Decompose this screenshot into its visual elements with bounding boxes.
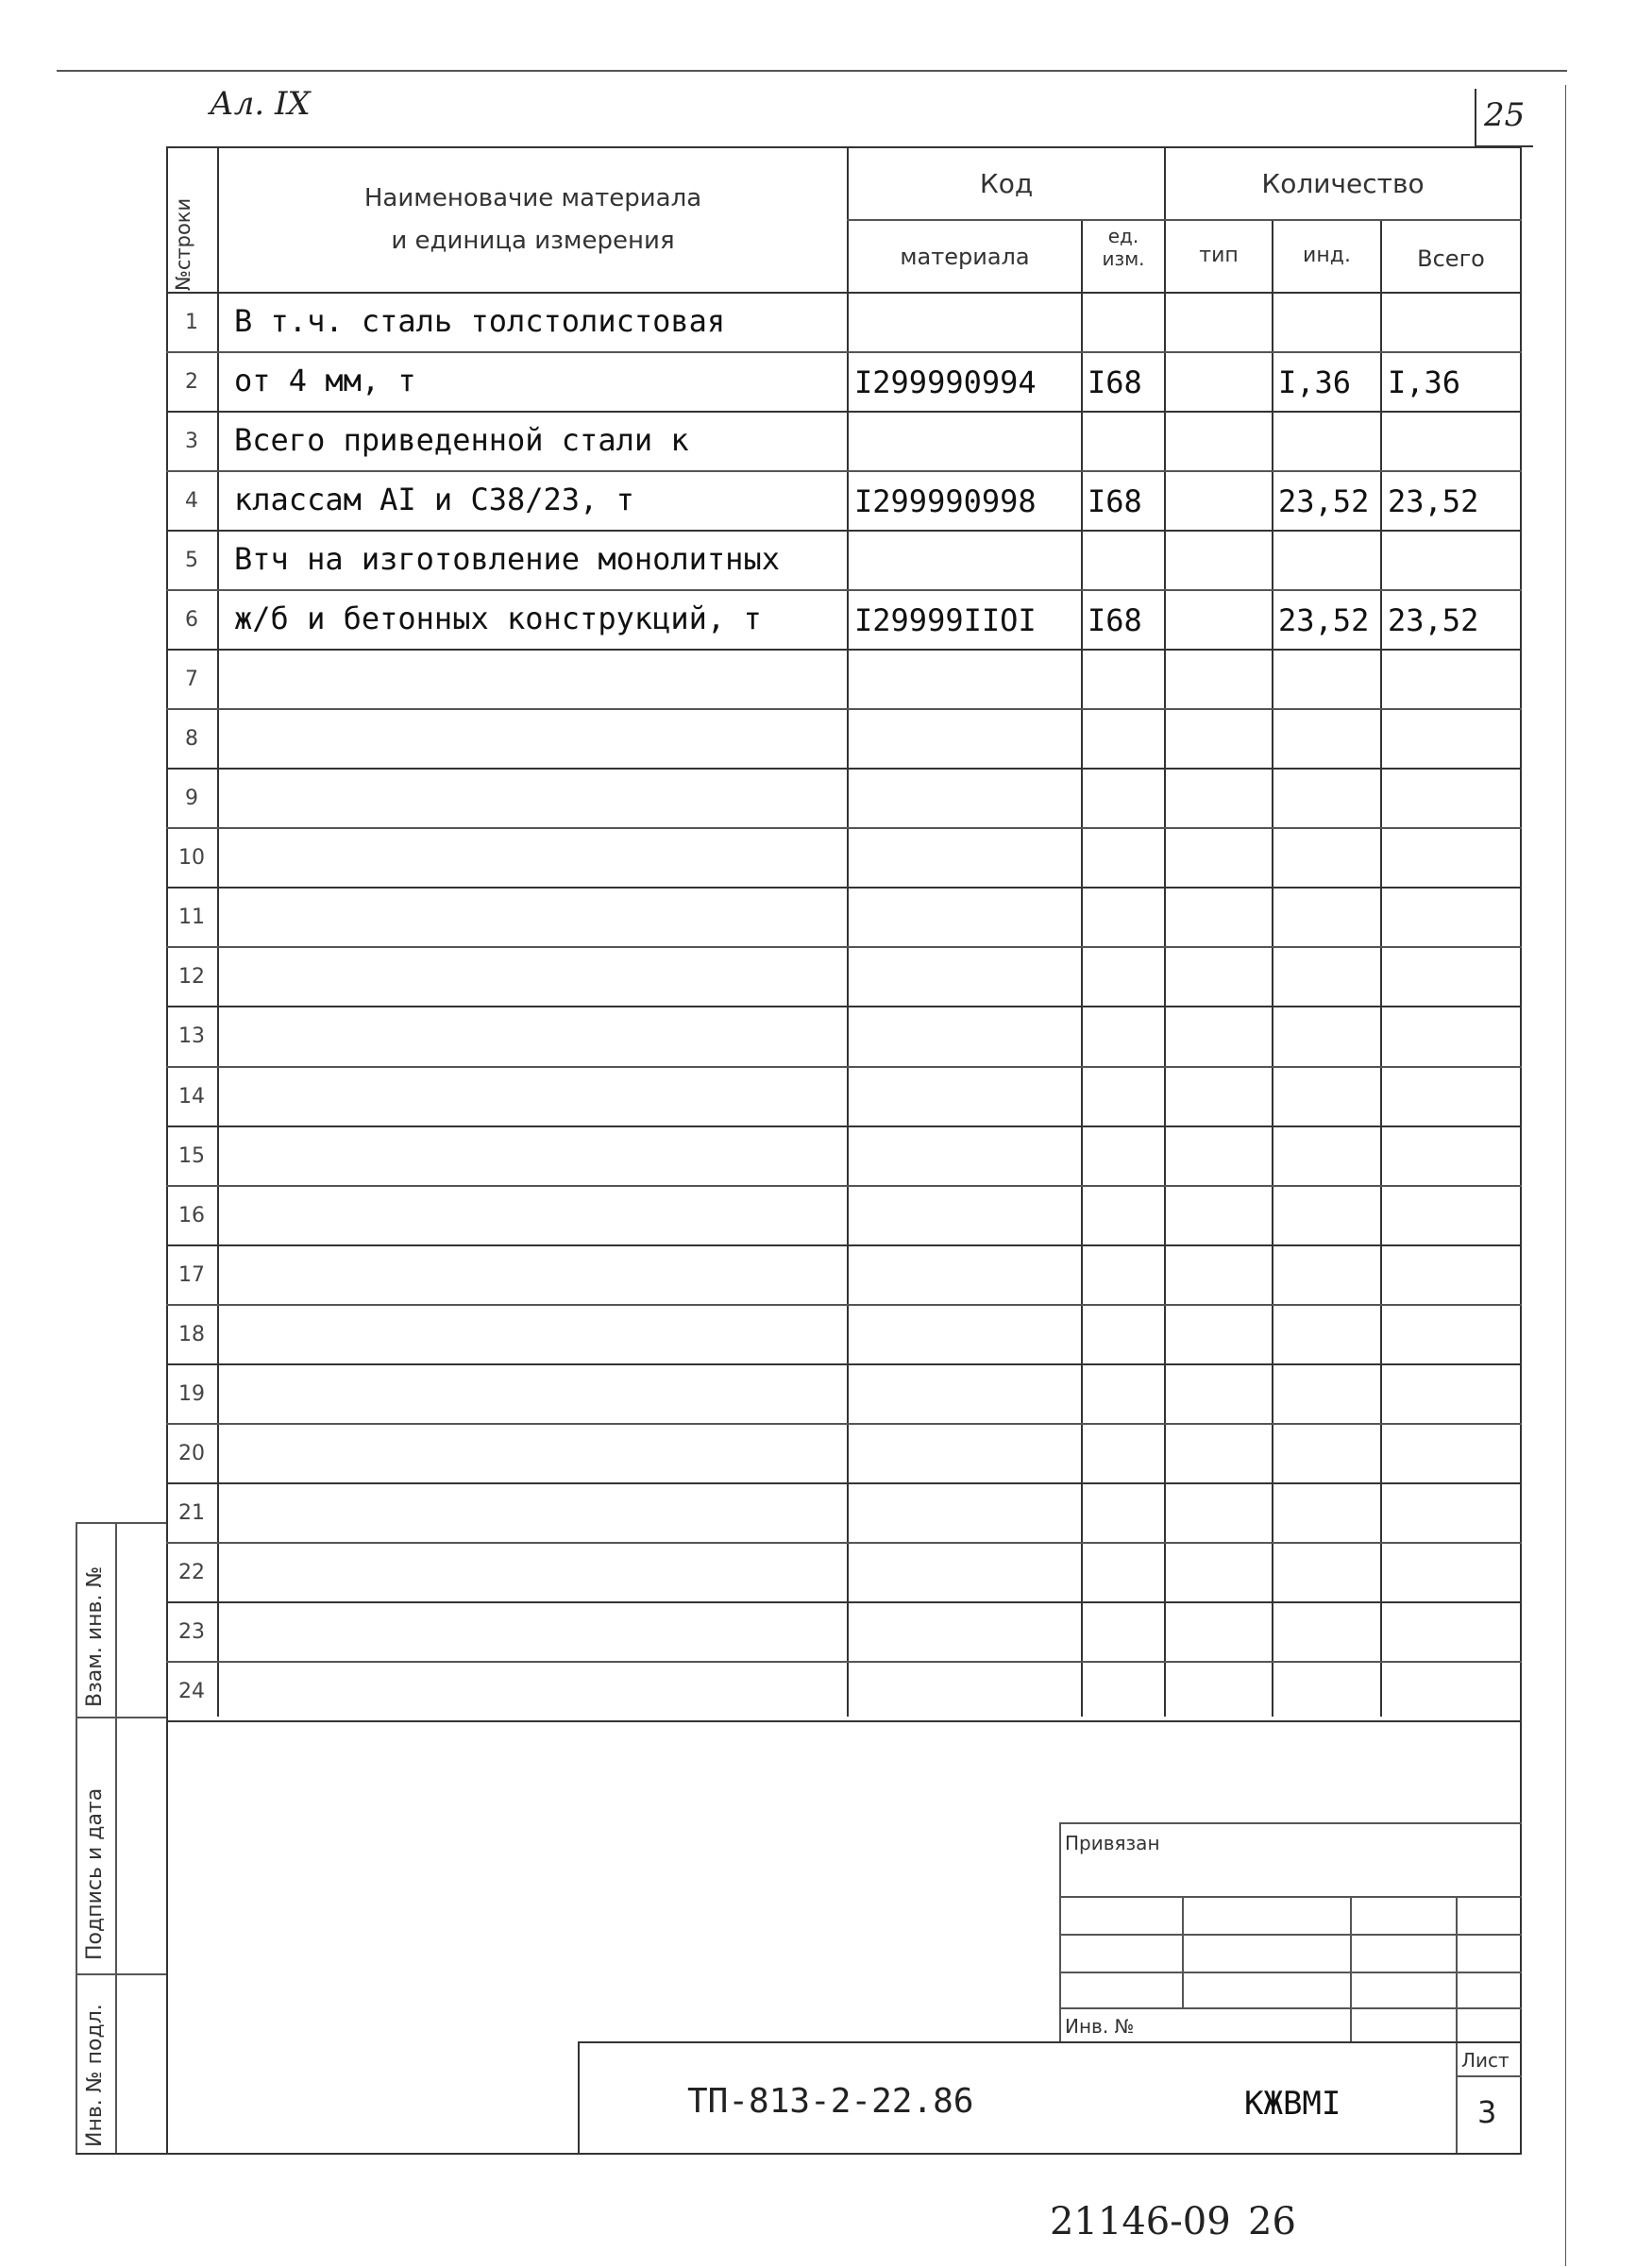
sheet-label: Лист bbox=[1461, 2049, 1510, 2072]
row-number: 12 bbox=[178, 965, 205, 989]
table-row bbox=[0, 946, 1520, 1006]
row-total: 23,52 bbox=[1388, 602, 1479, 638]
row-code: I299990994 bbox=[854, 364, 1037, 400]
row-ind: 23,52 bbox=[1278, 602, 1370, 638]
inv-no-label: Инв. № bbox=[1065, 2015, 1135, 2038]
row-number: 19 bbox=[178, 1382, 205, 1406]
row-code: I299990998 bbox=[854, 483, 1037, 519]
side-stamp-sep1 bbox=[76, 1717, 166, 1718]
header-row-number: №строки bbox=[172, 197, 194, 291]
inv-podl-label: Инв. № подл. bbox=[83, 2004, 107, 2147]
tb-v1 bbox=[1182, 1896, 1184, 2007]
table-row bbox=[0, 1126, 1520, 1185]
row-number: 6 bbox=[185, 608, 198, 632]
doc-mark: КЖВМI bbox=[1244, 2085, 1341, 2123]
table-row bbox=[0, 827, 1520, 887]
row-number: 8 bbox=[185, 727, 198, 751]
header-code: Код bbox=[979, 168, 1034, 199]
row-number: 3 bbox=[185, 430, 198, 453]
row-number: 5 bbox=[185, 549, 198, 572]
row-line bbox=[166, 1720, 1522, 1722]
table-right-border bbox=[1520, 146, 1522, 1717]
row-number: 7 bbox=[185, 668, 198, 691]
row-number: 20 bbox=[178, 1442, 205, 1465]
table-row bbox=[0, 589, 1520, 649]
row-number: 4 bbox=[185, 489, 198, 513]
row-total: I,36 bbox=[1388, 364, 1461, 400]
frame-left-lower bbox=[166, 1717, 168, 2153]
album-label: Ал. IX bbox=[210, 85, 311, 123]
scan-edge-line bbox=[1565, 85, 1566, 2266]
page-number: 25 bbox=[1484, 96, 1526, 134]
header-qty-total: Всего bbox=[1417, 245, 1485, 272]
side-stamp-inner-line bbox=[115, 1522, 117, 2153]
row-number: 15 bbox=[178, 1144, 205, 1168]
row-number: 13 bbox=[178, 1024, 205, 1048]
row-code: I29999IIOI bbox=[854, 602, 1037, 638]
table-row bbox=[0, 1601, 1520, 1661]
tb-line2 bbox=[1059, 1934, 1522, 1936]
header-quantity: Количество bbox=[1261, 168, 1425, 199]
side-stamp-top bbox=[76, 1522, 166, 1524]
table-row bbox=[0, 470, 1520, 530]
row-number: 23 bbox=[178, 1620, 205, 1644]
row-number: 2 bbox=[185, 370, 198, 394]
tb-line1 bbox=[1059, 1896, 1522, 1898]
row-number: 22 bbox=[178, 1561, 205, 1584]
row-number: 17 bbox=[178, 1263, 205, 1287]
table-row bbox=[0, 768, 1520, 827]
table-row bbox=[0, 1304, 1520, 1363]
header-qty-type: тип bbox=[1199, 244, 1239, 267]
row-ind: I,36 bbox=[1278, 364, 1352, 400]
table-row bbox=[0, 649, 1520, 708]
row-number: 1 bbox=[185, 311, 198, 334]
table-row bbox=[0, 292, 1520, 351]
tb-v3 bbox=[1456, 1896, 1458, 2153]
row-number: 21 bbox=[178, 1501, 205, 1525]
table-row bbox=[0, 887, 1520, 946]
doc-code: ТП-813-2-22.86 bbox=[687, 2082, 974, 2121]
table-row bbox=[0, 411, 1520, 470]
row-unit: I68 bbox=[1088, 364, 1142, 400]
frame-bottom bbox=[76, 2153, 1522, 2155]
row-number: 16 bbox=[178, 1204, 205, 1227]
tb-line4 bbox=[1059, 2007, 1522, 2009]
table-row bbox=[0, 530, 1520, 589]
table-row bbox=[0, 1363, 1520, 1423]
row-number: 10 bbox=[178, 846, 205, 870]
row-name: В т.ч. сталь толстолистовая bbox=[234, 303, 726, 339]
header-name-line1: Наименовачие материала bbox=[363, 184, 702, 212]
footer-page: 26 bbox=[1248, 2200, 1296, 2243]
table-row bbox=[0, 708, 1520, 768]
side-stamp-sep2 bbox=[76, 1973, 166, 1975]
tb-top bbox=[1059, 1822, 1522, 1824]
tb-main-left bbox=[578, 2041, 580, 2153]
table-row bbox=[0, 1423, 1520, 1482]
row-name: классам AI и С38/23, т bbox=[234, 482, 634, 517]
tb-sheet-sep bbox=[1456, 2075, 1522, 2077]
sheet-number: 3 bbox=[1477, 2094, 1497, 2130]
tb-v2 bbox=[1350, 1896, 1352, 2041]
table-row bbox=[0, 1542, 1520, 1601]
header-mid-line bbox=[847, 219, 1522, 221]
row-name: от 4 мм, т bbox=[234, 363, 416, 398]
podpis-data-label: Подпись и дата bbox=[83, 1787, 107, 1960]
table-row bbox=[0, 1185, 1520, 1244]
header-qty-ind: инд. bbox=[1303, 244, 1351, 267]
row-number: 11 bbox=[178, 906, 205, 929]
header-code-material: материала bbox=[900, 244, 1030, 270]
table-row bbox=[0, 1006, 1520, 1065]
table-row bbox=[0, 1066, 1520, 1126]
privyazan-label: Привязан bbox=[1065, 1832, 1160, 1854]
row-number: 14 bbox=[178, 1085, 205, 1109]
vzam-inv-label: Взам. инв. № bbox=[83, 1566, 107, 1707]
table-row bbox=[0, 1482, 1520, 1542]
header-top-line bbox=[166, 146, 1522, 148]
row-unit: I68 bbox=[1088, 602, 1142, 638]
row-name: Втч на изготовление монолитных bbox=[234, 541, 780, 577]
tb-line3 bbox=[1059, 1972, 1522, 1973]
row-unit: I68 bbox=[1088, 483, 1142, 519]
row-number: 24 bbox=[178, 1680, 205, 1703]
archive-number: 21146-09 bbox=[1050, 2200, 1231, 2243]
row-name: Всего приведенной стали к bbox=[234, 422, 689, 458]
table-row bbox=[0, 351, 1520, 411]
row-number: 18 bbox=[178, 1323, 205, 1346]
header-code-unit: ед. изм. bbox=[1102, 225, 1145, 270]
tb-main-top bbox=[578, 2041, 1522, 2043]
row-total: 23,52 bbox=[1388, 483, 1479, 519]
side-stamp-outer-line bbox=[76, 1522, 77, 2153]
row-ind: 23,52 bbox=[1278, 483, 1370, 519]
row-number: 9 bbox=[185, 787, 198, 810]
table-row bbox=[0, 1661, 1520, 1720]
table-row bbox=[0, 1244, 1520, 1304]
header-name-line2: и единица измерения bbox=[391, 227, 675, 255]
row-name: ж/б и бетонных конструкций, т bbox=[234, 601, 762, 636]
